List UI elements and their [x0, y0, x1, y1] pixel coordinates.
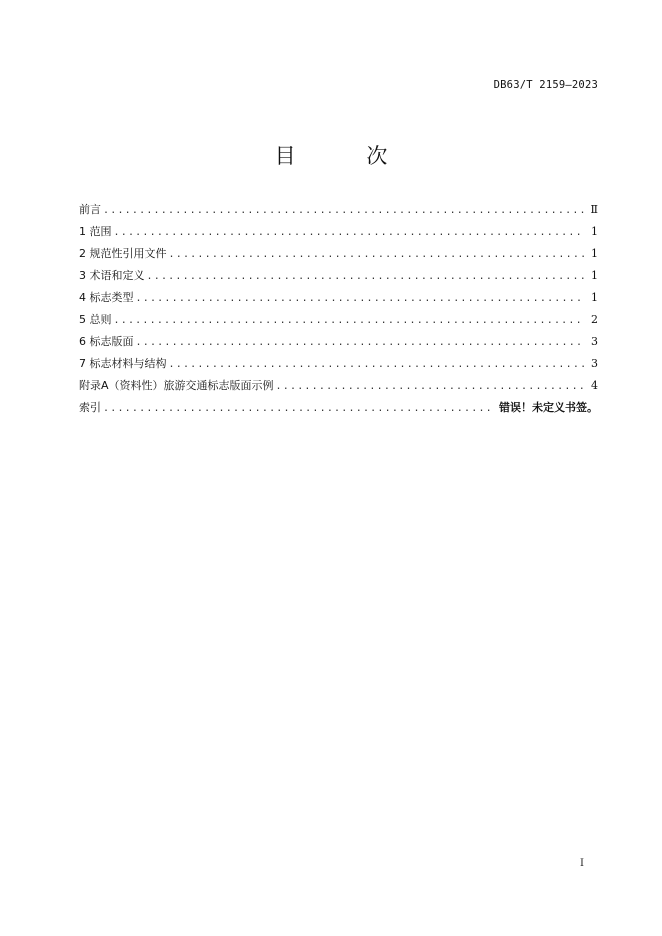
toc-leader-dots	[136, 288, 585, 310]
toc-entry-page-error: 错误！未定义书签。	[499, 401, 598, 414]
toc-entry-terms-definitions[interactable]	[79, 265, 598, 287]
toc-entry-page: 1	[591, 269, 598, 282]
toc-entry-label: 4 标志类型	[79, 291, 134, 304]
toc-entry-label: 附录A（资料性）旅游交通标志版面示例	[79, 379, 274, 392]
toc-entry-page: Ⅱ	[590, 203, 598, 216]
toc-entry-foreword[interactable]	[79, 199, 598, 221]
toc-entry-label: 5 总则	[79, 313, 112, 326]
document-code: DB63/T 2159—2023	[493, 79, 598, 91]
toc-entry-sign-layout[interactable]	[79, 331, 598, 353]
toc-title: 目 次	[274, 144, 420, 168]
toc-entry-label: 2 规范性引用文件	[79, 247, 167, 260]
toc-entry-label: 1 范围	[79, 225, 112, 238]
toc-entry-label: 6 标志版面	[79, 335, 134, 348]
toc-entry-label: 3 术语和定义	[79, 269, 145, 282]
toc-leader-dots	[103, 200, 584, 222]
toc-leader-dots	[169, 244, 585, 266]
footer-page-number: I	[580, 858, 584, 869]
table-of-contents	[79, 199, 598, 419]
toc-entry-label: 前言	[79, 203, 101, 216]
toc-entry-page: 3	[591, 357, 598, 370]
toc-entry-general-rules[interactable]	[79, 309, 598, 331]
toc-leader-dots	[114, 222, 585, 244]
toc-entry-scope[interactable]	[79, 221, 598, 243]
toc-entry-label: 索引	[79, 401, 101, 414]
toc-entry-page: 3	[591, 335, 598, 348]
toc-entry-sign-materials-structure[interactable]	[79, 353, 598, 375]
toc-leader-dots	[276, 376, 584, 398]
toc-entry-normative-references[interactable]	[79, 243, 598, 265]
toc-leader-dots	[147, 266, 585, 288]
toc-leader-dots	[114, 310, 585, 332]
toc-entry-page: 4	[591, 379, 598, 392]
toc-leader-dots	[103, 398, 495, 420]
toc-entry-label: 7 标志材料与结构	[79, 357, 167, 370]
toc-leader-dots	[169, 354, 585, 376]
toc-entry-page: 2	[591, 313, 598, 326]
toc-entry-page: 1	[591, 291, 598, 304]
toc-entry-page: 1	[591, 225, 598, 238]
toc-entry-sign-types[interactable]	[79, 287, 598, 309]
toc-entry-index[interactable]	[79, 397, 598, 419]
toc-entry-page: 1	[591, 247, 598, 260]
toc-leader-dots	[136, 332, 585, 354]
toc-entry-appendix-a[interactable]	[79, 375, 598, 397]
